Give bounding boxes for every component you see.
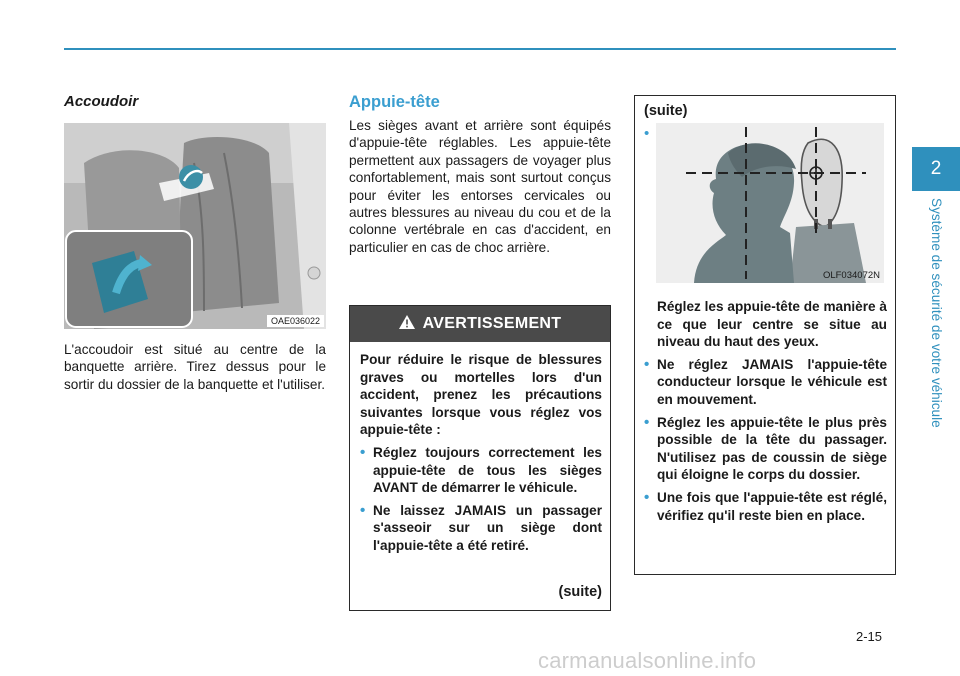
warning-bullet: • Ne laissez JAMAIS un passager s'asseoir sur un siège dont l'appuie-tête a été retiré. [360, 502, 602, 555]
warning-box [349, 305, 611, 611]
section-title-headrest: Appuie-tête [349, 93, 440, 111]
chapter-tab[interactable]: 2 [912, 147, 960, 191]
continued-text [644, 298, 887, 524]
continued-first-bullet: Réglez les appuie-tête de manière à ce que leur centre se situe au niveau du haut des yeux. [657, 299, 887, 350]
continued-bullet: • Une fois que l'appuie-tête est réglé, vérifiez qu'il reste bien en place. [644, 489, 887, 524]
continued-box [634, 95, 896, 575]
warning-header [350, 306, 610, 342]
headrest-image-caption: OLF034072N [822, 270, 880, 281]
warning-intro: Pour réduire le risque de blessures graves ou mortelles lors d'un accident, prenez les précautions suivantes lorsque vous réglez vos appuie-tête : [360, 352, 602, 438]
continued-bullet: • Réglez les appuie-tête le plus près possible de la tête du passager. N'utilisez pas de coussin de siège qui éloigne le corps du dossier. [644, 414, 887, 484]
continued-title: (suite) [644, 103, 688, 119]
bullet-icon: • [644, 125, 650, 142]
watermark: carmanualsonline.info [538, 648, 757, 673]
warning-heading: AVERTISSEMENT [422, 315, 562, 332]
continued-bullet: • Ne réglez JAMAIS l'appuie-tête conducteur lorsque le véhicule est en mouvement. [644, 356, 887, 409]
headrest-position-image [656, 123, 884, 283]
armrest-image-caption: OAE036022 [267, 315, 324, 327]
headrest-description: Les sièges avant et arrière sont équipés d'appuie-tête réglables. Les appuie-tête permettent aux passagers de voyager plus confortablement, mais sont surtout conçus pour éviter les entorses cervicales ou autres blessures au niveau du cou et de la colonne vertébrale en cas d'accident, en particulier en cas de choc arrière. [349, 118, 611, 255]
warning-bullet: • Réglez toujours correctement les appuie-tête de tous les sièges AVANT de démarrer le véhicule. [360, 444, 602, 497]
warning-triangle-icon [399, 315, 415, 334]
chapter-label [930, 198, 944, 448]
armrest-illustration [64, 123, 326, 329]
section-title-armrest: Accoudoir [64, 93, 139, 110]
page-number: 2-15 [856, 629, 883, 644]
top-rule [64, 48, 896, 50]
chapter-label-text: Système de sécurité de votre véhicule [929, 198, 944, 428]
armrest-heading [64, 93, 326, 110]
headrest-diagram [656, 123, 884, 283]
armrest-description: L'accoudoir est situé au centre de la banquette arrière. Tirez dessus pour le sortir du dossier de la banquette et l'utiliser. [64, 342, 326, 392]
armrest-photo [64, 123, 326, 329]
warning-continued: (suite) [558, 584, 602, 600]
warning-body [350, 342, 610, 555]
